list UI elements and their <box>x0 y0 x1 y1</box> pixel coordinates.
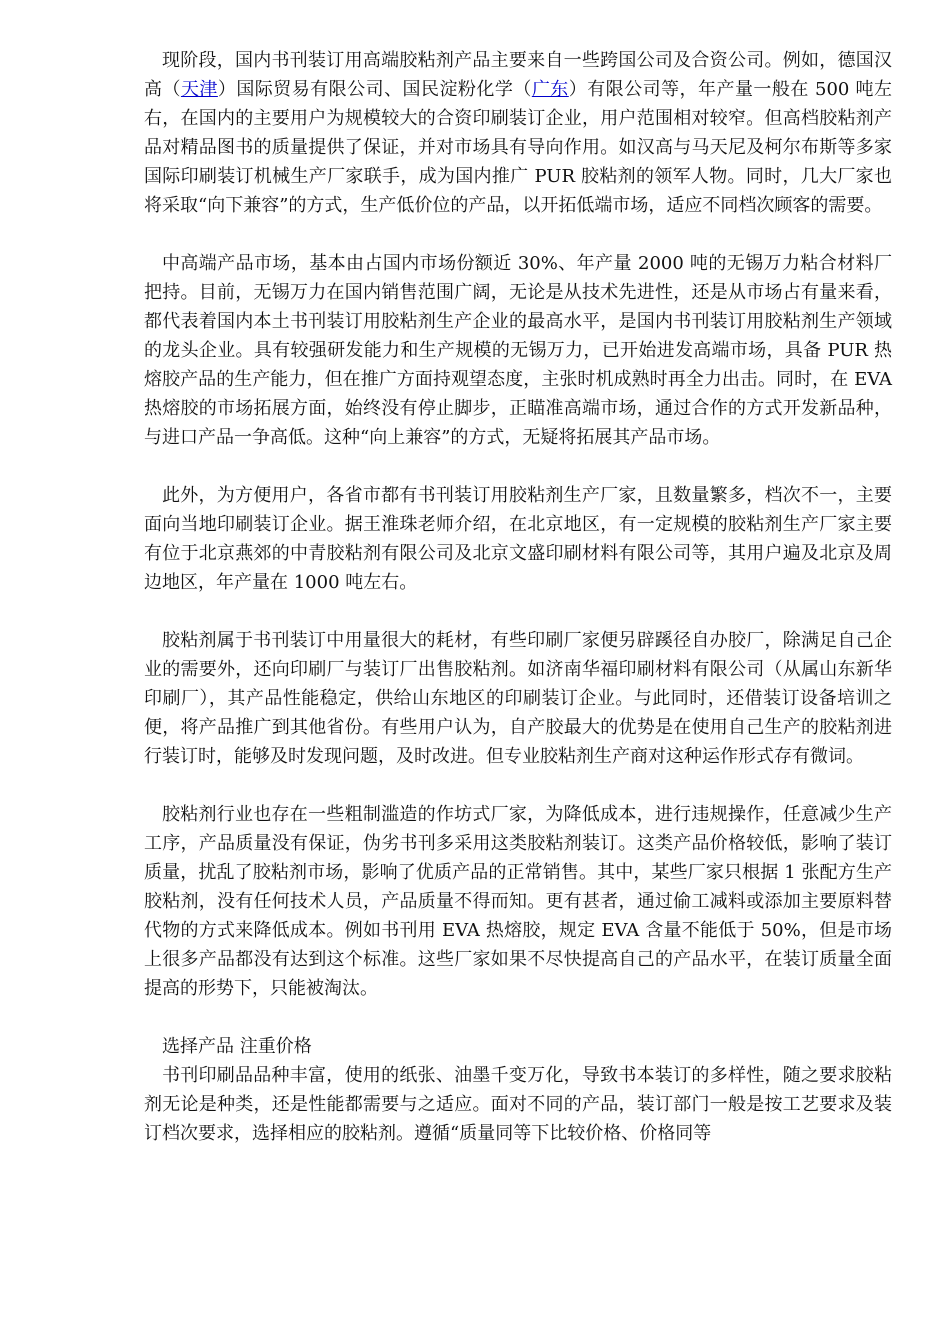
paragraph-6: 书刊印刷品品种丰富，使用的纸张、油墨千变万化，导致书本装订的多样性，随之要求胶粘剂无论是种类，还是性能都需要与之适应。面对不同的产品，装订部门一般是按工艺要求及装订档次要求，选择相应的胶粘剂。遵循“质量同等下比较价格、价格同等 <box>144 1065 892 1144</box>
paragraph-1-part-b: ）国际贸易有限公司、国民淀粉化学（ <box>217 79 532 100</box>
paragraph-5: 胶粘剂行业也存在一些粗制滥造的作坊式厂家，为降低成本，进行违规操作，任意减少生产工序，产品质量没有保证，伪劣书刊多采用这类胶粘剂装订。这类产品价格较低，影响了装订质量，扰乱了胶粘剂市场，影响了优质产品的正常销售。其中，某些厂家只根据 1 张配方生产胶粘剂，没有任何技术人员，产品质量不得而知。更有甚者，通过偷工减料或添加主要原料替代物的方式来降低成本。例如书刊用 EVA 热熔胶，规定 EVA 含量不能低于 50%，但是市场上很多产品都没有达到这个标准。这些厂家如果不尽快提高自己的产品水平，在装订质量全面提高的形势下，只能被淘汰。 <box>144 804 892 999</box>
section-heading: 选择产品 注重价格 <box>162 1036 312 1057</box>
paragraph-4: 胶粘剂属于书刊装订中用量很大的耗材，有些印刷厂家便另辟蹊径自办胶厂，除满足自己企业的需要外，还向印刷厂与装订厂出售胶粘剂。如济南华福印刷材料有限公司（从属山东新华印刷厂），其产品性能稳定，供给山东地区的印刷装订企业。与此同时，还借装订设备培训之便，将产品推广到其他省份。有些用户认为，自产胶最大的优势是在使用自己生产的胶粘剂进行装订时，能够及时发现问题，及时改进。但专业胶粘剂生产商对这种运作形式存有微词。 <box>144 630 892 767</box>
paragraph-1-part-c: ）有限公司等，年产量一般在 500 吨左右，在国内的主要用户为规模较大的合资印刷装订企业，用户范围相对较窄。但高档胶粘剂产品对精品图书的质量提供了保证，并对市场具有导向作用。如汉高与马天尼及柯尔布斯等多家国际印刷装订机械生产厂家联手，成为国内推广 PUR 胶粘剂的领军人物。同时，几大厂家也将采取“向下兼容”的方式，生产低价位的产品，以开拓低端市场，适应不同档次顾客的需要。 <box>144 79 893 216</box>
article-body <box>144 46 892 1148</box>
paragraph-2: 中高端产品市场，基本由占国内市场份额近 30%、年产量 2000 吨的无锡万力粘合材料厂把持。目前，无锡万力在国内销售范围广阔，无论是从技术先进性，还是从市场占有量来看，都代表着国内本土书刊装订用胶粘剂生产企业的最高水平，是国内书刊装订用胶粘剂生产领域的龙头企业。具有较强研发能力和生产规模的无锡万力，已开始进发高端市场，具备 PUR 热熔胶产品的生产能力，但在推广方面持观望态度，主张时机成熟时再全力出击。同时，在 EVA 热熔胶的市场拓展方面，始终没有停止脚步，正瞄准高端市场，通过合作的方式开发新品种，与进口产品一争高低。这种“向上兼容”的方式，无疑将拓展其产品市场。 <box>144 253 892 448</box>
paragraph-1-part-a: 现阶段，国内书刊装订用高端胶粘剂产品主要来自一些跨国公司及合资公司。例如，德国汉高（ <box>144 50 892 100</box>
link-tianjin[interactable]: 天津 <box>180 79 218 100</box>
paragraph-3: 此外，为方便用户，各省市都有书刊装订用胶粘剂生产厂家，且数量繁多，档次不一，主要面向当地印刷装订企业。据王淮珠老师介绍，在北京地区，有一定规模的胶粘剂生产厂家主要有位于北京燕郊的中青胶粘剂有限公司及北京文盛印刷材料有限公司等，其用户遍及北京及周边地区，年产量在 1000 吨左右。 <box>144 485 892 593</box>
paragraph-1 <box>144 46 892 220</box>
link-guangdong[interactable]: 广东 <box>531 79 569 100</box>
